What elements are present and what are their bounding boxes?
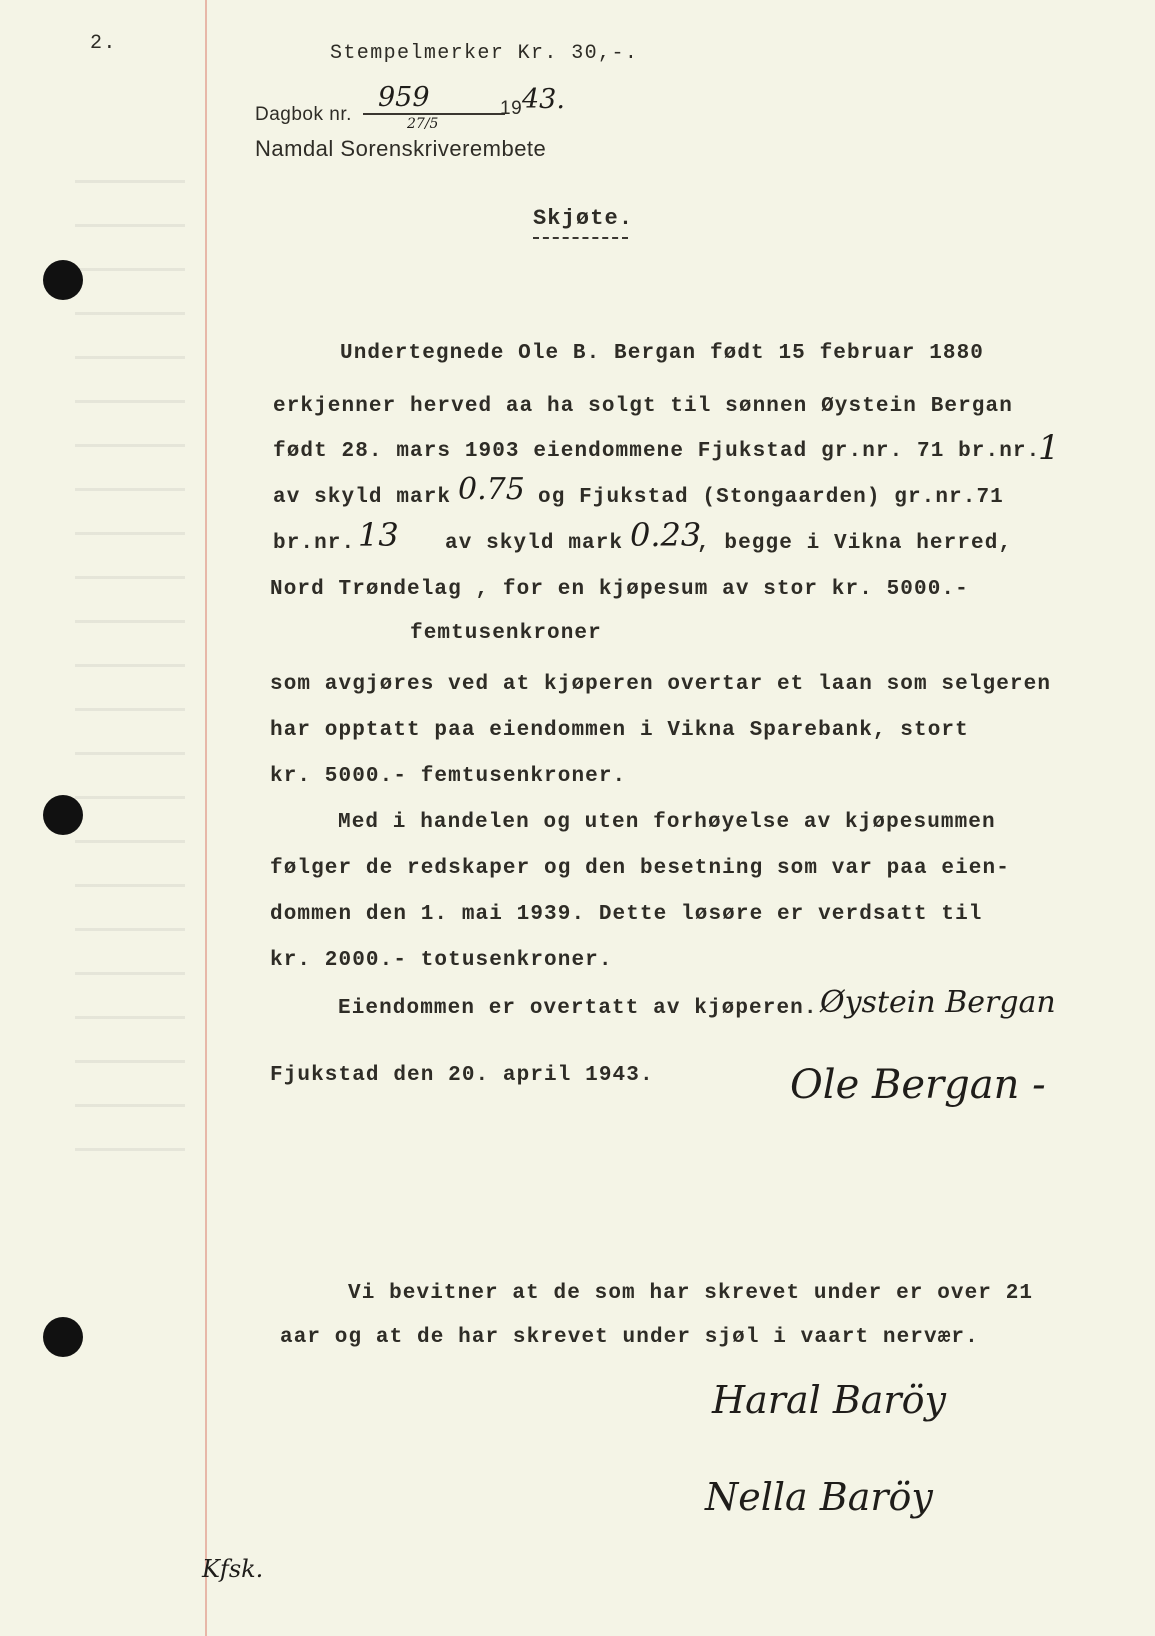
body-line-9: har opptatt paa eiendommen i Vikna Sparebank, stort [270, 719, 969, 742]
dagbok-number: 959 [378, 82, 430, 113]
body-line-8: som avgjøres ved at kjøperen overtar et laan som selgeren [270, 673, 1052, 696]
dagbok-date: 27/5 [407, 116, 439, 132]
margin-rule [205, 0, 207, 1636]
body-line-4a: av skyld mark [273, 486, 452, 509]
body-line-5c: , begge i Vikna herred, [697, 532, 1013, 555]
body-line-7: femtusenkroner [410, 622, 602, 645]
witness-signature-2: Nella Baröy [705, 1475, 933, 1519]
stamp-duty-note: Stempelmerker Kr. 30,-. [330, 42, 639, 65]
seller-signature: Ole Bergan - [790, 1062, 1046, 1108]
body-line-14: kr. 2000.- totusenkroner. [270, 949, 613, 972]
clerk-initials: Kfsk. [202, 1555, 264, 1583]
body-line-2: erkjenner herved aa ha solgt til sønnen Øystein Bergan [273, 395, 1013, 418]
body-line-10: kr. 5000.- femtusenkroner. [270, 765, 627, 788]
body-line-13: dommen den 1. mai 1939. Dette løsøre er verdsatt til [270, 903, 983, 926]
handwritten-skyld-2: 0.23 [630, 516, 702, 554]
title-underline [533, 237, 628, 239]
body-line-5a: br.nr. [273, 532, 356, 555]
body-line-3: født 28. mars 1903 eiendommene Fjukstad gr.nr. 71 br.nr. [273, 440, 1041, 463]
document-title: Skjøte. [533, 206, 634, 231]
punch-hole-top [43, 260, 83, 300]
dagbok-year: 43. [522, 84, 565, 115]
body-line-5b: av skyld mark [445, 532, 624, 555]
dagbok-label: Dagbok nr. [255, 104, 352, 125]
handwritten-skyld-1: 0.75 [458, 472, 525, 507]
dagbok-underline [363, 113, 505, 115]
page-number: 2. [90, 32, 117, 55]
office-stamp: Namdal Sorenskriverembete [255, 136, 547, 161]
punch-hole-bottom [43, 1317, 83, 1357]
punch-hole-middle [43, 795, 83, 835]
witness-line-2: aar og at de har skrevet under sjøl i vaart nervær. [280, 1326, 979, 1349]
body-line-11: Med i handelen og uten forhøyelse av kjøpesummen [338, 811, 996, 834]
witness-signature-1: Haral Baröy [712, 1378, 946, 1422]
witness-line-1: Vi bevitner at de som har skrevet under er over 21 [348, 1282, 1034, 1305]
handwritten-br-nr-2: 13 [358, 516, 399, 554]
body-line-6: Nord Trøndelag , for en kjøpesum av stor kr. 5000.- [270, 578, 969, 601]
body-line-4b: og Fjukstad (Stongaarden) gr.nr.71 [538, 486, 1004, 509]
dagbok-year-prefix: 19 [500, 98, 523, 119]
buyer-signature: Øystein Bergan [820, 985, 1056, 1020]
place-and-date: Fjukstad den 20. april 1943. [270, 1064, 654, 1087]
bleed-through-text [75, 180, 185, 1180]
handwritten-br-nr: 1 [1038, 428, 1060, 468]
body-line-1: Undertegnede Ole B. Bergan født 15 februar 1880 [340, 342, 984, 365]
body-line-12: følger de redskaper og den besetning som var paa eien- [270, 857, 1010, 880]
body-line-15: Eiendommen er overtatt av kjøperen. [338, 997, 818, 1020]
